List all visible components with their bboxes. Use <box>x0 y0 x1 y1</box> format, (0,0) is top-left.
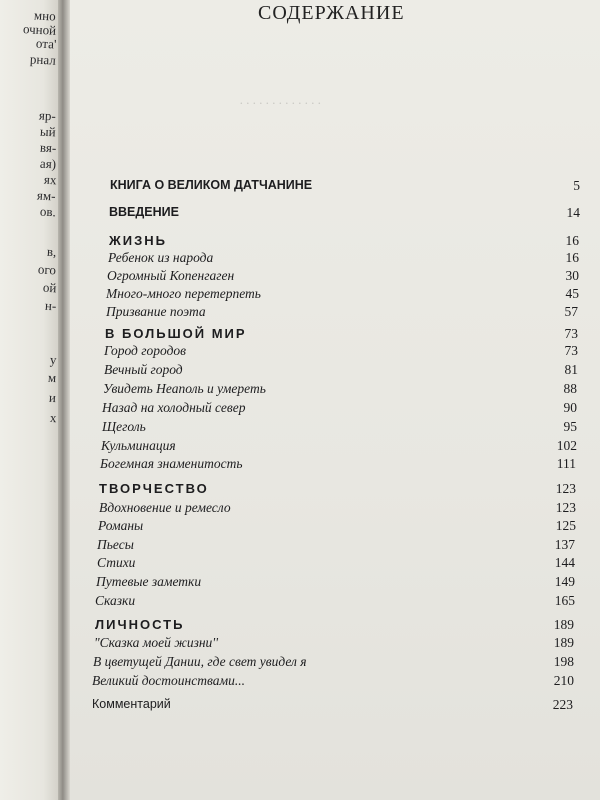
toc-entry-label: Щеголь <box>102 419 146 434</box>
toc-entry-page-number: 45 <box>565 286 579 301</box>
toc-entry-label: Комментарий <box>92 697 171 711</box>
toc-entry-page-number: 189 <box>553 617 574 632</box>
toc-entry-label: Город городов <box>104 343 187 358</box>
left-page-fragment: и <box>48 389 57 406</box>
toc-entry-page-number: 111 <box>556 456 576 471</box>
toc-entry-page-number: 144 <box>554 555 575 570</box>
toc-entry-label: Пьесы <box>97 537 134 552</box>
toc-entry <box>0 250 600 270</box>
toc-entry <box>0 500 600 520</box>
toc-entry-page-number: 165 <box>554 593 575 608</box>
toc-entry-label: Богемная знаменитость <box>100 456 243 471</box>
left-page-fragment: очной <box>22 21 57 38</box>
left-page-fragment: м <box>47 369 57 386</box>
left-page-fragment: ям- <box>37 187 57 204</box>
toc-entry <box>0 362 600 382</box>
toc-entry <box>0 518 600 538</box>
toc-entry-page-number: 149 <box>554 574 575 589</box>
toc-entry-page-number: 123 <box>555 500 576 515</box>
toc-entry <box>0 419 600 439</box>
toc-entry-label: Вдохновение и ремесло <box>99 500 231 515</box>
toc-entry-page-number: 102 <box>556 438 577 453</box>
toc-entry <box>0 268 600 288</box>
left-page-fragment: ях <box>43 171 57 188</box>
toc-entry-page-number: 14 <box>566 205 580 220</box>
left-page-fragment: в, <box>46 243 57 260</box>
toc-entry-page-number: 123 <box>555 481 576 496</box>
left-page-fragment: рнал <box>29 51 57 68</box>
left-page-fragment: ая) <box>39 155 57 172</box>
toc-entry-page-number: 223 <box>552 697 573 712</box>
toc-entry-page-number: 88 <box>563 381 577 396</box>
toc-entry <box>0 286 600 306</box>
toc-entry-page-number: 5 <box>573 178 580 193</box>
toc-entry-page-number: 16 <box>565 250 579 265</box>
toc-entry-page-number: 125 <box>555 518 576 533</box>
toc-entry <box>0 343 600 363</box>
toc-entry-label: Призвание поэта <box>106 304 206 319</box>
left-page-fragment: н- <box>44 297 57 314</box>
left-page-fragment: ый <box>39 123 57 140</box>
toc-entry <box>0 654 600 674</box>
toc-entry <box>0 400 600 420</box>
toc-entry-page-number: 189 <box>553 635 574 650</box>
toc-entry-label: Стихи <box>97 555 136 570</box>
toc-entry-label: Сказки <box>95 593 136 608</box>
left-page-fragment: ой <box>42 279 57 296</box>
toc-entry-label: В БОЛЬШОЙ МИР <box>105 326 247 341</box>
left-page-fragment: ота' <box>35 35 57 52</box>
toc-entry-label: Великий достоинствами... <box>92 673 245 688</box>
toc-entry-label: Путевые заметки <box>96 574 202 589</box>
toc-entry <box>0 456 600 476</box>
toc-entry <box>0 635 600 655</box>
toc-entry-label: ЛИЧНОСТЬ <box>95 617 185 632</box>
toc-entry-label: Увидеть Неаполь и умереть <box>103 381 266 396</box>
bleed-through-text: . . . . . . . . . . . . . <box>240 92 322 107</box>
toc-entry-page-number: 73 <box>564 343 578 358</box>
left-page-fragment: ого <box>37 261 57 278</box>
toc-entry-label: Назад на холодный север <box>102 400 246 415</box>
page-title: СОДЕРЖАНИЕ <box>258 2 405 24</box>
toc-entry-page-number: 16 <box>565 233 579 248</box>
toc-entry-label: В цветущей Дании, где свет увидел я <box>93 654 307 669</box>
left-page-fragment: яр- <box>38 107 57 124</box>
toc-entry-label: Романы <box>98 518 144 533</box>
toc-entry-label: Ребенок из народа <box>108 250 214 265</box>
toc-entry <box>0 555 600 575</box>
toc-entry-page-number: 95 <box>563 419 577 434</box>
toc-entry-label: КНИГА О ВЕЛИКОМ ДАТЧАНИНЕ <box>110 178 313 192</box>
left-page-fragment: у <box>49 351 57 368</box>
toc-entry <box>0 304 600 324</box>
toc-entry <box>0 481 600 501</box>
toc-entry <box>0 178 600 198</box>
left-page-fragment: ов. <box>39 203 57 220</box>
toc-entry-page-number: 210 <box>553 673 574 688</box>
toc-entry <box>0 574 600 594</box>
toc-entry-label: "Сказка моей жизни'' <box>94 635 219 650</box>
toc-entry <box>0 697 600 717</box>
toc-entry-page-number: 90 <box>563 400 577 415</box>
toc-entry-label: Кульминация <box>101 438 176 453</box>
toc-entry-page-number: 57 <box>564 304 578 319</box>
left-page-fragment: х <box>49 409 57 426</box>
toc-entry-label: Огромный Копенгаген <box>107 268 235 283</box>
toc-entry-page-number: 73 <box>564 326 578 341</box>
left-page-fragment: мно <box>33 7 57 24</box>
left-page-fragment: вя- <box>39 139 57 156</box>
toc-entry-page-number: 81 <box>564 362 578 377</box>
toc-entry <box>0 438 600 458</box>
toc-entry <box>0 537 600 557</box>
toc-entry-page-number: 137 <box>554 537 575 552</box>
toc-entry-label: ВВЕДЕНИЕ <box>109 205 179 219</box>
toc-entry <box>0 593 600 613</box>
toc-entry-label: ЖИЗНЬ <box>109 233 167 248</box>
toc-entry-label: Много-много перетерпеть <box>106 286 261 301</box>
toc-entry-label: Вечный город <box>104 362 183 377</box>
toc-entry <box>0 381 600 401</box>
toc-entry-page-number: 198 <box>553 654 574 669</box>
toc-entry <box>0 205 600 225</box>
toc-entry <box>0 673 600 693</box>
toc-entry-label: ТВОРЧЕСТВО <box>99 481 209 496</box>
toc-entry <box>0 617 600 637</box>
toc-entry-page-number: 30 <box>565 268 579 283</box>
